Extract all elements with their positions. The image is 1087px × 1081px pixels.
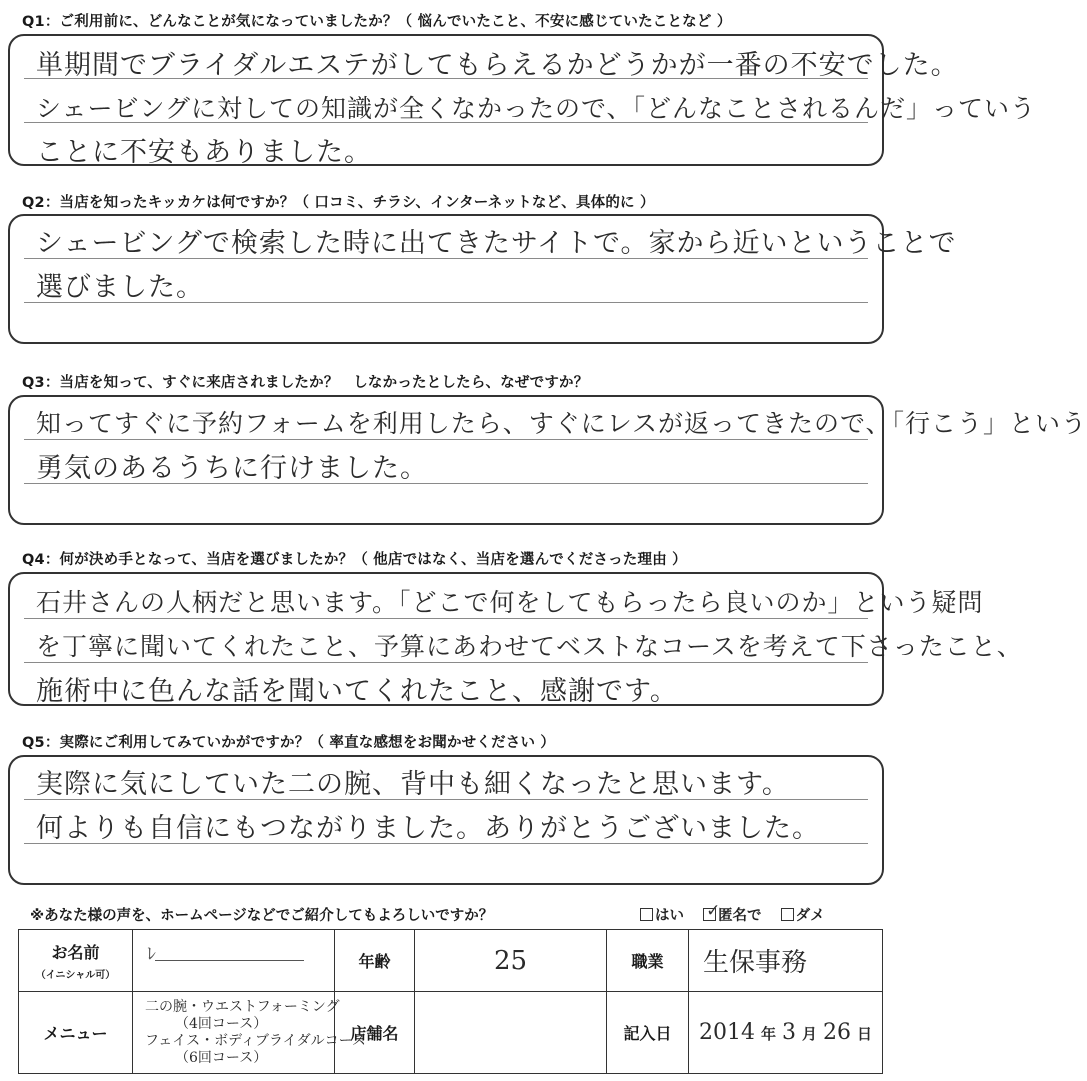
answer-4-line-1: 石井さんの人柄だと思います。「どこで何をしてもらったら良いのか」という疑問: [36, 588, 984, 617]
answer-1-line-1: 単期間でブライダルエステがしてもらえるかどうかが一番の不安でした。: [36, 50, 959, 81]
answer-box-1: [8, 34, 1037, 168]
job-label-cell: 職業: [607, 930, 689, 992]
question-3-label: Q3：当店を知って、すぐに来店されましたか？ しなかったとしたら、なぜですか？: [22, 375, 589, 391]
answer-4-line-2: を丁寧に聞いてくれたこと、予算にあわせてベストなコースを考えて下さったこと、: [36, 632, 1023, 661]
answer-box-5: [8, 755, 884, 885]
check-mark-icon: ✓: [706, 901, 721, 921]
date-label-cell: 記入日: [607, 992, 689, 1074]
name-label-cell: お名前 （イニシャル可）: [19, 930, 133, 992]
checkbox-anonymous[interactable]: [703, 901, 721, 921]
answer-4-line-3: 施術中に色んな話を聞いてくれたこと、感謝です。: [36, 676, 678, 707]
consent-question: ※あなた様の声を、ホームページなどでご紹介してもよろしいですか？: [30, 908, 494, 924]
age-label-cell: 年齢: [335, 930, 415, 992]
date-value-cell[interactable]: 2014 年 3 月 26 日: [689, 992, 883, 1074]
consent-option-no[interactable]: ダメ: [781, 904, 825, 925]
answer-5-line-2: 何よりも自信にもつながりました。ありがとうございました。: [36, 813, 820, 844]
answer-1-line-2: シェービングに対しての知識が全くなかったので、「どんなことされるんだ」っていう: [36, 94, 1037, 123]
menu-value-cell[interactable]: 二の腕・ウエストフォーミング （4回コース） フェイス・ボディブライダルコース （6回コース）: [133, 992, 335, 1074]
consent-options: [640, 901, 839, 925]
answer-box-2: [8, 214, 957, 344]
customer-info-table: [18, 929, 883, 1074]
answer-5-line-1: 実際に気にしていた二の腕、背中も細くなったと思います。: [36, 769, 790, 800]
age-value-cell[interactable]: 25: [415, 930, 607, 992]
answer-2-line-1: シェービングで検索した時に出てきたサイトで。家から近いということで: [36, 228, 957, 259]
shop-label-cell: 店舗名: [335, 992, 415, 1074]
shop-value-cell[interactable]: [415, 992, 607, 1074]
answer-2-line-2: 選びました。: [36, 272, 204, 303]
answer-box-3: [8, 395, 1087, 525]
checkbox-yes[interactable]: [640, 908, 653, 921]
consent-option-yes[interactable]: はい: [640, 904, 684, 925]
consent-option-anonymous[interactable]: ✓ 匿名で: [703, 904, 762, 925]
question-1-label: Q1：ご利用前に、どんなことが気になっていましたか？（ 悩んでいたこと、不安に感じていたことなど ）: [22, 14, 732, 30]
answer-box-4: [8, 572, 1023, 707]
answer-1-line-3: ことに不安もありました。: [36, 137, 372, 168]
question-4-label: Q4：何が決め手となって、当店を選びましたか？（ 他店ではなく、当店を選んでくださった理由 ）: [22, 552, 687, 568]
name-redaction-mark: ﾚ: [147, 944, 156, 965]
answer-3-line-2: 勇気のあるうちに行けました。: [36, 453, 428, 484]
name-value-cell[interactable]: [133, 930, 335, 992]
answer-3-line-1: 知ってすぐに予約フォームを利用したら、すぐにレスが返ってきたので、「行こう」という: [36, 409, 1087, 438]
question-5-label: Q5：実際にご利用してみていかがですか？（ 率直な感想をお聞かせください ）: [22, 735, 556, 751]
checkbox-no[interactable]: [781, 908, 794, 921]
menu-label-cell: メニュー: [19, 992, 133, 1074]
question-2-label: Q2：当店を知ったキッカケは何ですか？（ 口コミ、チラシ、インターネットなど、具体的に ）: [22, 195, 655, 211]
job-value-cell[interactable]: 生保事務: [689, 930, 883, 992]
